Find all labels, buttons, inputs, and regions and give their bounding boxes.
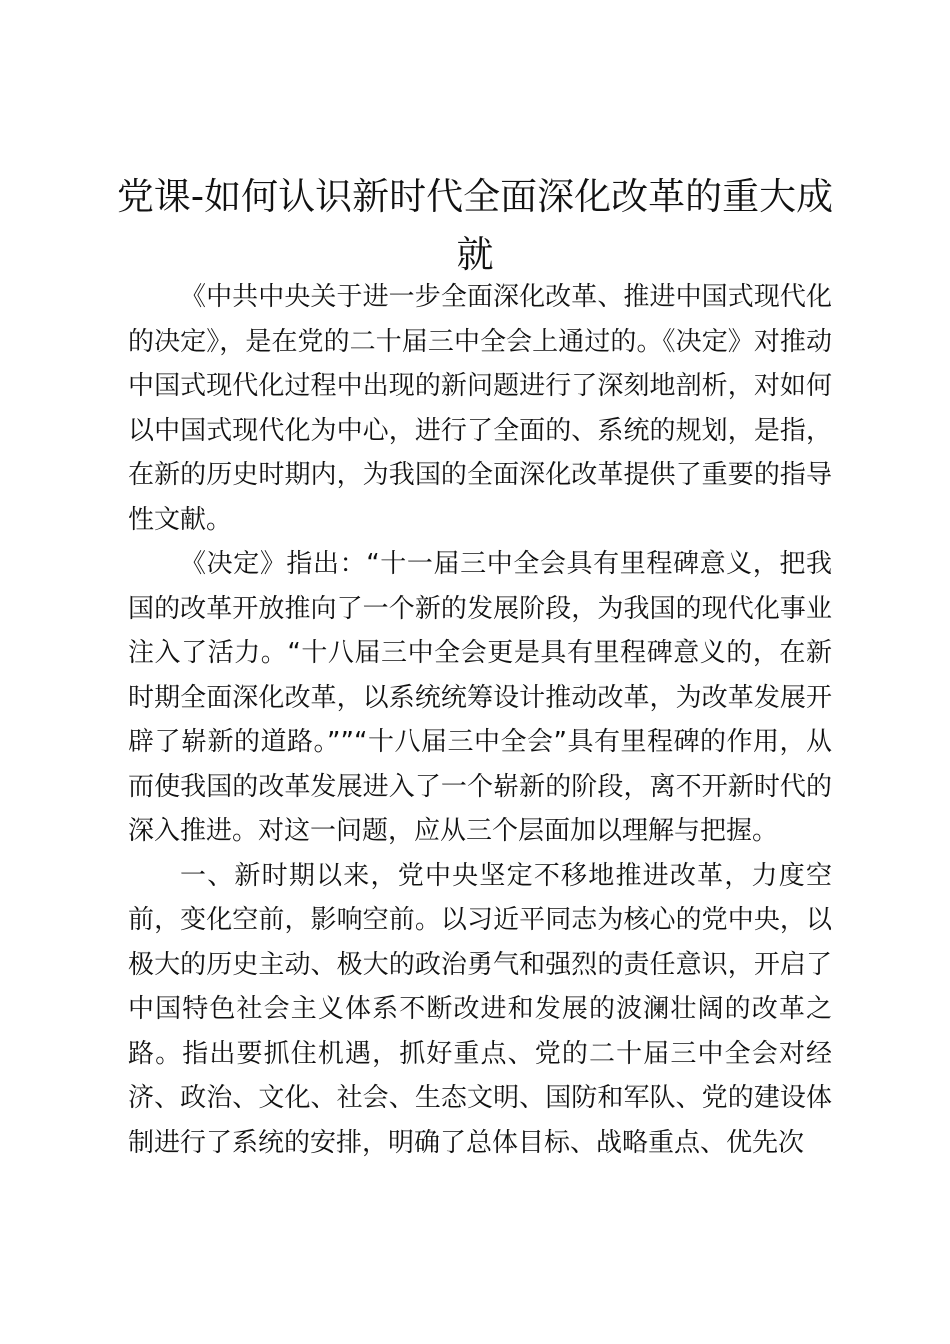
document-body bbox=[128, 275, 832, 1165]
paragraph-3: 一、新时期以来，党中央坚定不移地推进改革，力度空前，变化空前，影响空前。以习近平同志为核心的党中央，以极大的历史主动、极大的政治勇气和强烈的责任意识，开启了中国特色社会主义体系不断改进和发展的波澜壮阔的改革之路。指出要抓住机遇，抓好重点、党的二十届三中全会对经济、政治、文化、社会、生态文明、国防和军队、党的建设体制进行了系统的安排，明确了总体目标、战略重点、优先次 bbox=[128, 860, 832, 1158]
document-title: 党课-如何认识新时代全面深化改革的重大成就 bbox=[116, 175, 834, 276]
paragraph-2: 《决定》指出：“十一届三中全会具有里程碑意义，把我国的改革开放推向了一个新的发展阶段，为我国的现代化事业注入了活力。“十八届三中全会更是具有里程碑意义的，在新时期全面深化改革，以系统统筹设计推动改革，为改革发展开辟了崭新的道路。””“十八届三中全会”具有里程碑的作用，从而使我国的改革发展进入了一个崭新的阶段，离不开新时代的深入推进。对这一问题，应从三个层面加以理解与把握。 bbox=[128, 549, 832, 846]
paragraph-1: 《中共中央关于进一步全面深化改革、推进中国式现代化的决定》，是在党的二十届三中全会上通过的。《决定》对推动中国式现代化过程中出现的新问题进行了深刻地剖析，对如何以中国式现代化为中心，进行了全面的、系统的规划，是指，在新的历史时期内，为我国的全面深化改革提供了重要的指导性文献。 bbox=[128, 282, 832, 535]
